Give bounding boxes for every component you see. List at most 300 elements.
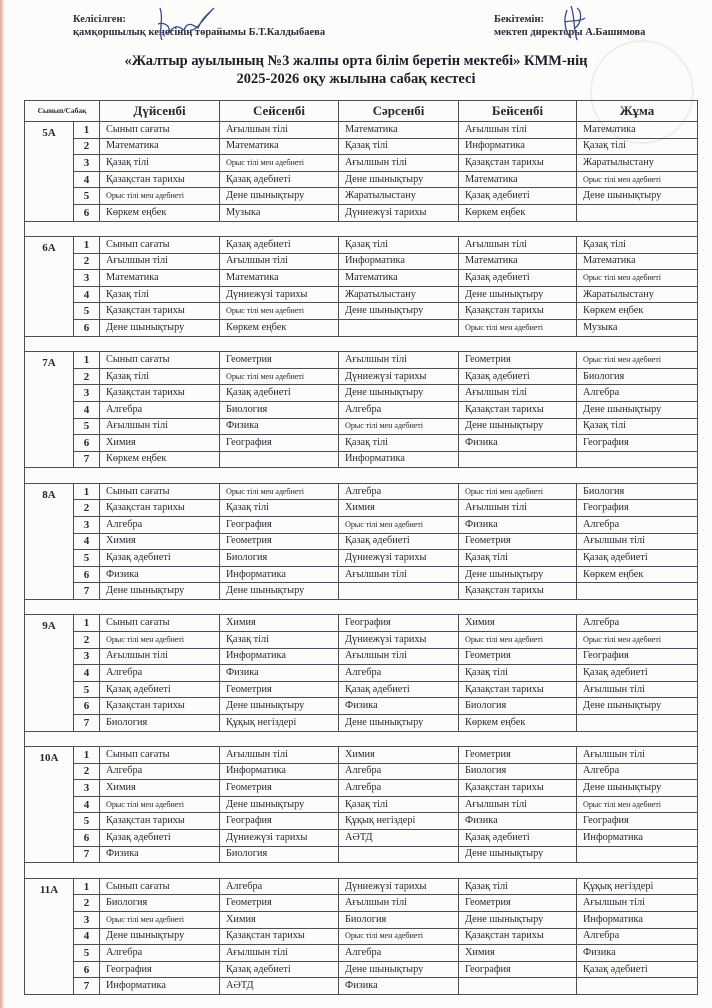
subject-cell [577,846,698,863]
class-separator-row [25,863,698,879]
subject-cell: Орыс тілі мен әдебиеті [577,171,698,188]
subject-cell [339,846,459,863]
separator-cell [25,468,698,484]
table-row [25,270,698,287]
subject-cell: Физика [459,435,577,452]
subject-cell: Қазақ әдебиеті [220,171,339,188]
subject-cell: Биология [459,763,577,780]
subject-cell: Алгебра [100,945,220,962]
subject-cell: Алгебра [339,483,459,500]
class-name-cell: 10А [25,747,74,863]
lesson-number-cell: 4 [74,796,100,813]
table-row [25,418,698,435]
subject-cell: Дүниежүзі тарихы [220,830,339,847]
subject-cell: Қазақ тілі [459,665,577,682]
subject-cell: География [577,500,698,517]
table-row [25,648,698,665]
lesson-number-cell: 6 [74,566,100,583]
subject-cell: Химия [100,435,220,452]
subject-cell: Қазақстан тарихы [220,928,339,945]
subject-cell: Физика [577,945,698,962]
subject-cell: Ағылшын тілі [459,237,577,254]
subject-cell: Дене шынықтыру [577,188,698,205]
subject-cell: Математика [339,270,459,287]
subject-cell: Қазақстан тарихы [459,155,577,172]
lesson-number-cell: 6 [74,435,100,452]
lesson-number-cell: 3 [74,155,100,172]
subject-cell: Геометрия [220,352,339,369]
subject-cell: Қазақ әдебиеті [339,681,459,698]
subject-cell: Қазақ тілі [100,155,220,172]
subject-cell: Дене шынықтыру [459,911,577,928]
subject-cell: Математика [577,253,698,270]
lesson-number-cell: 4 [74,665,100,682]
lesson-number-cell: 4 [74,401,100,418]
table-row [25,483,698,500]
subject-cell: Информатика [577,911,698,928]
class-name-cell: 8А [25,483,74,599]
subject-cell: Орыс тілі мен әдебиеті [100,796,220,813]
lesson-number-cell: 3 [74,648,100,665]
subject-cell: Физика [100,846,220,863]
subject-cell: Сынып сағаты [100,122,220,139]
lesson-number-cell: 5 [74,945,100,962]
subject-cell: Қазақстан тарихы [100,500,220,517]
subject-cell [339,583,459,600]
subject-cell: Жаратылыстану [339,188,459,205]
subject-cell: Математика [100,138,220,155]
subject-cell: География [577,435,698,452]
subject-cell: Ағылшын тілі [100,648,220,665]
subject-cell: География [577,813,698,830]
subject-cell: Орыс тілі мен әдебиеті [339,418,459,435]
table-row [25,320,698,337]
subject-cell: Дене шынықтыру [100,928,220,945]
subject-cell: Алгебра [339,665,459,682]
table-row [25,780,698,797]
table-row [25,188,698,205]
subject-cell: Ағылшын тілі [577,895,698,912]
subject-cell: Орыс тілі мен әдебиеті [220,368,339,385]
day-header: Сейсенбі [220,101,339,122]
subject-cell: Орыс тілі мен әдебиеті [577,270,698,287]
lesson-number-cell: 2 [74,895,100,912]
lesson-number-cell: 2 [74,763,100,780]
table-row [25,796,698,813]
table-row [25,451,698,468]
subject-cell: Қазақ әдебиеті [100,681,220,698]
subject-cell: Физика [459,516,577,533]
lesson-number-cell: 6 [74,320,100,337]
subject-cell: Қазақ әдебиеті [577,550,698,567]
class-name-cell: 6А [25,237,74,337]
subject-cell: Геометрия [220,681,339,698]
subject-cell: Қазақ әдебиеті [100,830,220,847]
lesson-number-cell: 1 [74,615,100,632]
subject-cell [577,451,698,468]
table-row [25,204,698,221]
subject-cell: Биология [459,698,577,715]
table-row [25,583,698,600]
subject-cell: Қазақ әдебиеті [577,961,698,978]
subject-cell: Химия [339,747,459,764]
table-row [25,122,698,139]
subject-cell: Орыс тілі мен әдебиеті [577,796,698,813]
subject-cell: Көркем еңбек [100,451,220,468]
signature-left-icon [150,0,220,44]
lesson-number-cell: 1 [74,747,100,764]
separator-cell [25,599,698,615]
subject-cell: Химия [459,615,577,632]
table-row [25,303,698,320]
subject-cell: Химия [339,500,459,517]
subject-cell: Көркем еңбек [577,566,698,583]
subject-cell: Ағылшын тілі [577,533,698,550]
lesson-number-cell: 1 [74,483,100,500]
class-name-cell: 7А [25,352,74,468]
subject-cell: Информатика [339,253,459,270]
subject-cell: Информатика [220,566,339,583]
subject-cell: Қазақстан тарихы [459,780,577,797]
subject-cell: Информатика [339,451,459,468]
subject-cell: Дене шынықтыру [339,303,459,320]
subject-cell: Қазақстан тарихы [459,401,577,418]
subject-cell: Дене шынықтыру [459,286,577,303]
header-row [25,101,698,122]
corner-header: Сынып/Сабақ [25,101,100,122]
subject-cell: Алгебра [220,878,339,895]
subject-cell: География [339,615,459,632]
subject-cell: Музыка [220,204,339,221]
subject-cell: Дене шынықтыру [100,320,220,337]
table-row [25,715,698,732]
subject-cell: Алгебра [339,945,459,962]
subject-cell: Ағылшын тілі [577,747,698,764]
subject-cell: Орыс тілі мен әдебиеті [220,303,339,320]
lesson-number-cell: 2 [74,500,100,517]
table-row [25,846,698,863]
subject-cell: Геометрия [459,533,577,550]
subject-cell: Ағылшын тілі [100,418,220,435]
subject-cell: Алгебра [339,401,459,418]
subject-cell: Қазақ тілі [220,500,339,517]
subject-cell: Геометрия [459,648,577,665]
subject-cell: Дүниежүзі тарихы [220,286,339,303]
lesson-number-cell: 2 [74,253,100,270]
schedule-body [25,122,698,995]
table-row [25,401,698,418]
subject-cell: Қазақ тілі [339,435,459,452]
subject-cell: Ағылшын тілі [577,681,698,698]
subject-cell: Геометрия [220,533,339,550]
table-row [25,665,698,682]
class-name-cell: 11А [25,878,74,994]
subject-cell: Қазақ тілі [339,138,459,155]
subject-cell: Биология [220,401,339,418]
table-row [25,533,698,550]
subject-cell: Орыс тілі мен әдебиеті [339,516,459,533]
document-title: «Жалтыр ауылының №3 жалпы орта білім беретін мектебі» КММ-нің [124,53,588,69]
subject-cell: Информатика [220,763,339,780]
subject-cell: Ағылшын тілі [459,796,577,813]
subject-cell: Алгебра [100,763,220,780]
separator-cell [25,731,698,747]
subject-cell: Информатика [577,830,698,847]
subject-cell: Информатика [220,648,339,665]
table-row [25,830,698,847]
subject-cell: Алгебра [339,780,459,797]
subject-cell: Сынып сағаты [100,747,220,764]
subject-cell [459,978,577,995]
subject-cell: Дүниежүзі тарихы [339,204,459,221]
table-row [25,813,698,830]
subject-cell: Геометрия [459,747,577,764]
subject-cell: Дене шынықтыру [220,698,339,715]
page-edge [0,0,5,1008]
subject-cell: Дене шынықтыру [220,796,339,813]
table-row [25,632,698,649]
subject-cell: Биология [100,715,220,732]
subject-cell: Қазақ тілі [577,418,698,435]
subject-cell: Информатика [459,138,577,155]
separator-cell [25,221,698,237]
subject-cell: Қазақстан тарихы [100,303,220,320]
lesson-number-cell: 1 [74,878,100,895]
table-row [25,155,698,172]
subject-cell: Қазақ әдебиеті [220,385,339,402]
table-row [25,978,698,995]
subject-cell: Математика [459,171,577,188]
day-header: Сәрсенбі [339,101,459,122]
subject-cell: Қазақ әдебиеті [459,368,577,385]
lesson-number-cell: 5 [74,813,100,830]
lesson-number-cell: 6 [74,961,100,978]
subject-cell: Алгебра [100,665,220,682]
subject-cell: Дене шынықтыру [220,188,339,205]
table-row [25,566,698,583]
day-header: Дүйсенбі [100,101,220,122]
subject-cell: Қазақстан тарихы [100,698,220,715]
subject-cell: Дене шынықтыру [220,583,339,600]
lesson-number-cell: 4 [74,928,100,945]
lesson-number-cell: 5 [74,550,100,567]
subject-cell: Алгебра [339,763,459,780]
lesson-number-cell: 2 [74,632,100,649]
table-row [25,928,698,945]
subject-cell: Алгебра [577,763,698,780]
table-row [25,615,698,632]
day-header: Жұма [577,101,698,122]
subject-cell: Геометрия [459,895,577,912]
subject-cell: География [577,648,698,665]
subject-cell: Дүниежүзі тарихы [339,632,459,649]
table-row [25,385,698,402]
lesson-number-cell: 7 [74,451,100,468]
subject-cell [220,451,339,468]
lesson-number-cell: 4 [74,171,100,188]
subject-cell: Алгебра [577,516,698,533]
subject-cell: Көркем еңбек [459,715,577,732]
subject-cell: Музыка [577,320,698,337]
subject-cell: Орыс тілі мен әдебиеті [577,352,698,369]
class-separator-row [25,336,698,352]
subject-cell: Қазақстан тарихы [100,171,220,188]
subject-cell: Жаратылыстану [577,286,698,303]
subject-cell: Биология [577,483,698,500]
subject-cell: Физика [220,665,339,682]
subject-cell: Қазақ тілі [577,237,698,254]
subject-cell: Қазақ әдебиеті [220,237,339,254]
subject-cell: Физика [339,698,459,715]
subject-cell: Құқық негіздері [577,878,698,895]
subject-cell: Қазақ тілі [459,550,577,567]
subject-cell: Ағылшын тілі [459,500,577,517]
subject-cell: Орыс тілі мен әдебиеті [339,928,459,945]
subject-cell: Қазақ әдебиеті [459,830,577,847]
subject-cell: Алгебра [577,615,698,632]
subject-cell: Сынып сағаты [100,483,220,500]
separator-cell [25,863,698,879]
subject-cell: Ағылшын тілі [459,122,577,139]
subject-cell: Дене шынықтыру [339,171,459,188]
subject-cell: Қазақ тілі [100,368,220,385]
subject-cell: Дене шынықтыру [459,418,577,435]
subject-cell: Алгебра [100,516,220,533]
subject-cell: Көркем еңбек [220,320,339,337]
subject-cell: Қазақ тілі [459,878,577,895]
subject-cell: Қазақстан тарихы [100,385,220,402]
subject-cell: Орыс тілі мен әдебиеті [459,632,577,649]
lesson-number-cell: 1 [74,237,100,254]
lesson-number-cell: 4 [74,533,100,550]
subject-cell: География [220,435,339,452]
subject-cell [577,715,698,732]
subject-cell: Химия [100,533,220,550]
subject-cell: Қазақ әдебиеті [577,665,698,682]
table-row [25,961,698,978]
table-row [25,747,698,764]
subject-cell: Биология [577,368,698,385]
subject-cell: Орыс тілі мен әдебиеті [100,911,220,928]
subject-cell: Дүниежүзі тарихы [339,550,459,567]
subject-cell: Құқық негіздері [220,715,339,732]
subject-cell: Қазақстан тарихы [459,583,577,600]
subject-cell: Химия [220,615,339,632]
subject-cell: Дене шынықтыру [339,385,459,402]
subject-cell: Орыс тілі мен әдебиеті [100,188,220,205]
agreed-label: Келісілген: [73,14,126,25]
lesson-number-cell: 7 [74,978,100,995]
separator-cell [25,336,698,352]
lesson-number-cell: 3 [74,911,100,928]
subject-cell: Қазақ тілі [339,796,459,813]
lesson-number-cell: 7 [74,583,100,600]
subject-cell: Математика [577,122,698,139]
subject-cell: Математика [339,122,459,139]
subject-cell: География [220,813,339,830]
table-row [25,681,698,698]
subject-cell: АӘТД [339,830,459,847]
subject-cell: Дене шынықтыру [339,961,459,978]
subject-cell: Дене шынықтыру [577,698,698,715]
subject-cell: Химия [220,911,339,928]
subject-cell: Геометрия [220,895,339,912]
lesson-number-cell: 2 [74,368,100,385]
subject-cell: Орыс тілі мен әдебиеті [459,320,577,337]
subject-cell [577,204,698,221]
subject-cell: Дене шынықтыру [459,846,577,863]
table-row [25,286,698,303]
subject-cell: Химия [100,780,220,797]
subject-cell: Биология [220,550,339,567]
subject-cell: Қазақ тілі [339,237,459,254]
subject-cell: Дене шынықтыру [577,780,698,797]
subject-cell: Құқық негіздері [339,813,459,830]
lesson-number-cell: 3 [74,780,100,797]
subject-cell: Алгебра [577,928,698,945]
subject-cell: Математика [100,270,220,287]
subject-cell: Көркем еңбек [459,204,577,221]
subject-cell: Сынып сағаты [100,237,220,254]
subject-cell: Қазақ әдебиеті [220,961,339,978]
lesson-number-cell: 7 [74,715,100,732]
lesson-number-cell: 3 [74,385,100,402]
subject-cell: Алгебра [577,385,698,402]
subject-cell [577,978,698,995]
lesson-number-cell: 3 [74,516,100,533]
subject-cell: Дене шынықтыру [459,566,577,583]
table-row [25,945,698,962]
subject-cell: Қазақ әдебиеті [339,533,459,550]
subject-cell: Дене шынықтыру [339,715,459,732]
subject-cell: Математика [220,270,339,287]
lesson-number-cell: 1 [74,122,100,139]
subject-cell: Дүниежүзі тарихы [339,878,459,895]
subject-cell: Биология [339,911,459,928]
subject-cell: Қазақ тілі [220,632,339,649]
subject-cell: Қазақ тілі [100,286,220,303]
subject-cell: Қазақ әдебиеті [459,188,577,205]
subject-cell [459,451,577,468]
table-row [25,895,698,912]
subject-cell: Ағылшын тілі [339,566,459,583]
subject-cell: Ағылшын тілі [339,648,459,665]
table-row [25,435,698,452]
subject-cell: Қазақстан тарихы [459,303,577,320]
class-separator-row [25,221,698,237]
subject-cell: Сынып сағаты [100,615,220,632]
subject-cell: Дүниежүзі тарихы [339,368,459,385]
subject-cell: Көркем еңбек [577,303,698,320]
table-row [25,516,698,533]
subject-cell: Математика [459,253,577,270]
class-separator-row [25,468,698,484]
subject-cell: Орыс тілі мен әдебиеті [100,632,220,649]
subject-cell: Геометрия [459,352,577,369]
schedule-table [24,100,698,995]
subject-cell: Ағылшын тілі [220,253,339,270]
lesson-number-cell: 6 [74,698,100,715]
subject-cell: Физика [100,566,220,583]
lesson-number-cell: 1 [74,352,100,369]
lesson-number-cell: 6 [74,204,100,221]
class-name-cell: 9А [25,615,74,731]
approved-label: Бекітемін: [494,14,545,25]
table-row [25,171,698,188]
subject-cell: Ағылшын тілі [339,155,459,172]
class-separator-row [25,599,698,615]
subject-cell: Ағылшын тілі [459,385,577,402]
